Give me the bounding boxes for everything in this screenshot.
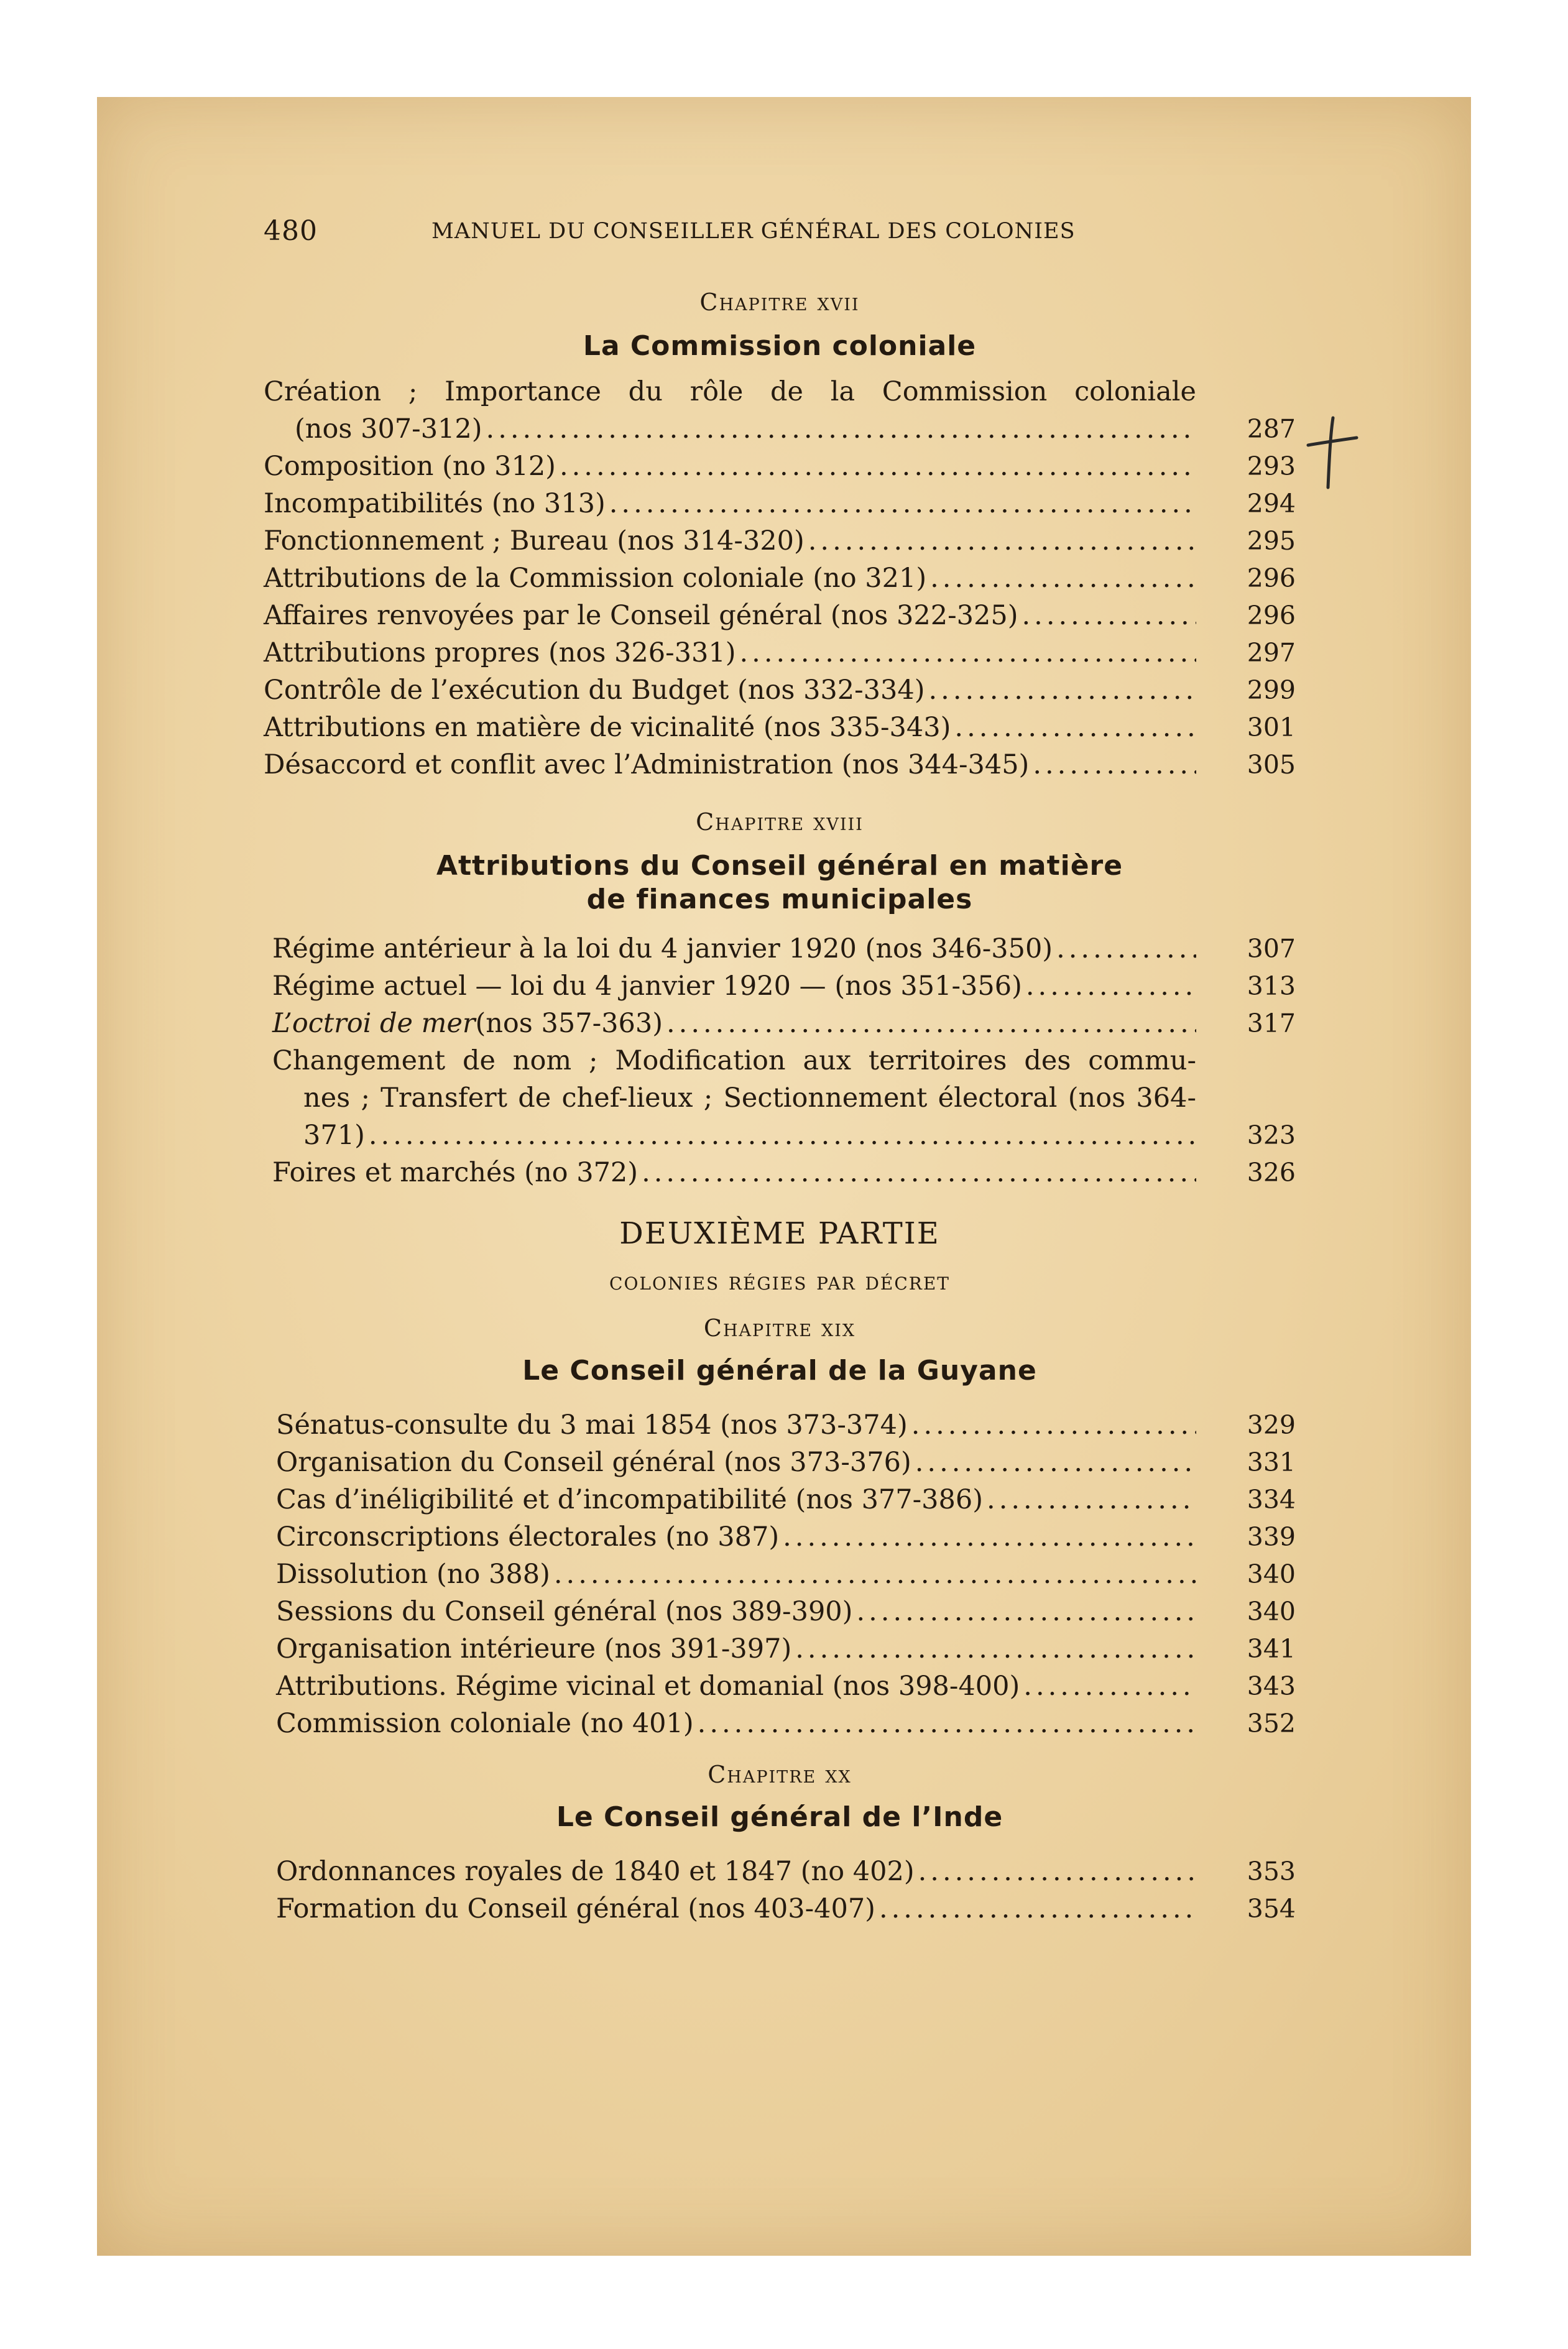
toc-entry: [272, 967, 1296, 1005]
entry-page: 296: [1247, 601, 1296, 630]
entry-page: 339: [1247, 1522, 1296, 1552]
entry-text: Cas d’inéligibilité et d’incompatibilité (nos 377-386): [276, 1484, 984, 1515]
leader-dots: [954, 709, 1196, 746]
entry-page: 352: [1247, 1709, 1296, 1738]
page-number: 480: [264, 215, 318, 247]
entry-page: 340: [1247, 1597, 1296, 1627]
leader-dots: [1026, 967, 1196, 1005]
entry-text: Désaccord et conflit avec l’Administration (nos 344-345): [264, 749, 1030, 780]
toc-entry: [276, 1593, 1296, 1630]
entry-text: Commission coloniale (no 401): [276, 1708, 694, 1739]
toc-entry: [264, 671, 1296, 709]
entry-text: Formation du Conseil général (nos 403-407): [276, 1893, 875, 1924]
leader-dots: [930, 560, 1196, 597]
toc-entry: [264, 485, 1296, 522]
entry-text-line3: 371): [303, 1120, 365, 1151]
leader-dots: [808, 522, 1196, 560]
toc-entry: [264, 709, 1296, 746]
chapter-19-label: Chapitre xix: [703, 1314, 856, 1342]
leader-dots: [486, 410, 1196, 448]
entry-text: Attributions de la Commission coloniale (no 321): [264, 563, 927, 594]
toc-entry: [264, 373, 1296, 448]
entry-page: 307: [1247, 934, 1296, 964]
toc-entry: [276, 1668, 1296, 1705]
chapter-18-title-line2: de finances municipales: [586, 884, 973, 915]
entry-page: 305: [1247, 750, 1296, 780]
toc-entry: [272, 1042, 1296, 1154]
toc-entry: [276, 1444, 1296, 1481]
leader-dots: [1022, 597, 1196, 634]
entry-page: 297: [1247, 638, 1296, 668]
entry-text: Sénatus-consulte du 3 mai 1854 (nos 373-374): [276, 1410, 908, 1441]
entry-page: 295: [1247, 526, 1296, 556]
entry-text: (nos 357-363): [475, 1008, 663, 1039]
leader-dots: [369, 1117, 1196, 1154]
toc-entry: [264, 522, 1296, 560]
leader-dots: [666, 1005, 1196, 1042]
toc-entry: [272, 1154, 1296, 1191]
leader-dots: [554, 1556, 1196, 1593]
leader-dots: [879, 1890, 1196, 1927]
entry-text: Incompatibilités (no 313): [264, 488, 606, 519]
entry-text-italic: L’octroi de mer: [272, 1008, 476, 1039]
leader-dots: [1056, 930, 1196, 967]
entry-page: 326: [1247, 1158, 1296, 1188]
entry-page: 354: [1247, 1894, 1296, 1924]
entry-page: 299: [1247, 675, 1296, 705]
entry-text-line1: Création ; Importance du rôle de la Commission coloniale: [264, 376, 1196, 407]
part-subtitle: colonies régies par décret: [609, 1267, 950, 1296]
toc-entry: [276, 1890, 1296, 1927]
toc-entry: [272, 1005, 1296, 1042]
entry-text: Régime antérieur à la loi du 4 janvier 1920 (nos 346-350): [272, 933, 1053, 964]
entry-page: 313: [1247, 971, 1296, 1001]
toc-entry: [264, 746, 1296, 783]
toc-entry: [272, 930, 1296, 967]
leader-dots: [1033, 746, 1196, 783]
leader-dots: [560, 448, 1196, 485]
entry-text: Régime actuel — loi du 4 janvier 1920 — (nos 351-356): [272, 971, 1022, 1002]
entry-text: Circonscriptions électorales (no 387): [276, 1521, 780, 1553]
entry-text: Fonctionnement ; Bureau (nos 314-320): [264, 525, 805, 556]
chapter-20-title: Le Conseil général de l’Inde: [556, 1801, 1003, 1833]
handwritten-cross-icon: [1303, 415, 1359, 490]
entry-page: 343: [1247, 1671, 1296, 1701]
leader-dots: [915, 1444, 1196, 1481]
toc-entry: [276, 1630, 1296, 1668]
entry-text: Attributions propres (nos 326-331): [264, 637, 736, 668]
toc-entry: [264, 597, 1296, 634]
entry-text: Foires et marchés (no 372): [272, 1157, 639, 1188]
leader-dots: [918, 1853, 1196, 1890]
entry-page: 287: [1247, 414, 1296, 444]
toc-entry: [264, 634, 1296, 671]
entry-text: Ordonnances royales de 1840 et 1847 (no 402): [276, 1856, 915, 1887]
toc-entry: [276, 1705, 1296, 1742]
chapter-19-title: Le Conseil général de la Guyane: [522, 1355, 1037, 1387]
chapter-17-label: Chapitre xvii: [699, 288, 860, 316]
chapter-18-entries: [264, 930, 1296, 1191]
toc-entry: [276, 1518, 1296, 1556]
entry-text: Affaires renvoyées par le Conseil général (nos 322-325): [264, 600, 1018, 631]
entry-page: 329: [1247, 1410, 1296, 1440]
part-title: DEUXIÈME PARTIE: [619, 1216, 940, 1251]
entry-page: 294: [1247, 489, 1296, 519]
toc-entry: [264, 560, 1296, 597]
page-content: [264, 211, 1296, 1927]
toc-entry: [276, 1406, 1296, 1444]
chapter-17-entries: [264, 373, 1296, 783]
chapter-18-label: Chapitre xviii: [696, 808, 864, 836]
leader-dots: [911, 1406, 1196, 1444]
leader-dots: [642, 1154, 1196, 1191]
entry-page: 334: [1247, 1485, 1296, 1515]
entry-page: 296: [1247, 563, 1296, 593]
leader-dots: [987, 1481, 1196, 1518]
entry-text: Organisation du Conseil général (nos 373-376): [276, 1447, 911, 1478]
entry-text: Organisation intérieure (nos 391-397): [276, 1633, 792, 1664]
toc-entry: [276, 1853, 1296, 1890]
toc-entry: [276, 1556, 1296, 1593]
leader-dots: [783, 1518, 1196, 1556]
chapter-19-entries: [264, 1406, 1296, 1742]
leader-dots: [929, 671, 1196, 709]
entry-text: Attributions en matière de vicinalité (nos 335-343): [264, 712, 951, 743]
running-head: [264, 211, 1296, 249]
leader-dots: [1023, 1668, 1196, 1705]
leader-dots: [698, 1705, 1196, 1742]
entry-page: 340: [1247, 1559, 1296, 1589]
leader-dots: [740, 634, 1196, 671]
leader-dots: [795, 1630, 1196, 1668]
entry-text-line2: nes ; Transfert de chef-lieux ; Sectionnement électoral (nos 364-: [303, 1082, 1196, 1114]
entry-text: Composition (no 312): [264, 451, 556, 482]
entry-page: 317: [1247, 1008, 1296, 1038]
entry-page: 301: [1247, 713, 1296, 742]
entry-text: Dissolution (no 388): [276, 1559, 550, 1590]
toc-entry: [264, 448, 1296, 485]
chapter-20-label: Chapitre xx: [708, 1761, 852, 1788]
entry-page: 341: [1247, 1634, 1296, 1664]
running-title: MANUEL DU CONSEILLER GÉNÉRAL DES COLONIES: [431, 219, 1076, 244]
entry-page: 331: [1247, 1447, 1296, 1477]
chapter-18-title-line1: Attributions du Conseil général en matière: [436, 850, 1123, 882]
entry-text-line2: (nos 307-312): [295, 413, 482, 445]
entry-text: Attributions. Régime vicinal et domanial (nos 398-400): [276, 1671, 1020, 1702]
toc-entry: [276, 1481, 1296, 1518]
entry-page: 323: [1247, 1120, 1296, 1150]
chapter-17-title: La Commission coloniale: [583, 330, 977, 362]
entry-text: Contrôle de l’exécution du Budget (nos 332-334): [264, 675, 925, 706]
chapter-20-entries: [264, 1853, 1296, 1927]
entry-text-line1: Changement de nom ; Modification aux territoires des commu-: [272, 1045, 1196, 1076]
leader-dots: [609, 485, 1196, 522]
entry-page: 293: [1247, 451, 1296, 481]
leader-dots: [856, 1593, 1196, 1630]
entry-text: Sessions du Conseil général (nos 389-390): [276, 1596, 853, 1627]
entry-page: 353: [1247, 1857, 1296, 1886]
